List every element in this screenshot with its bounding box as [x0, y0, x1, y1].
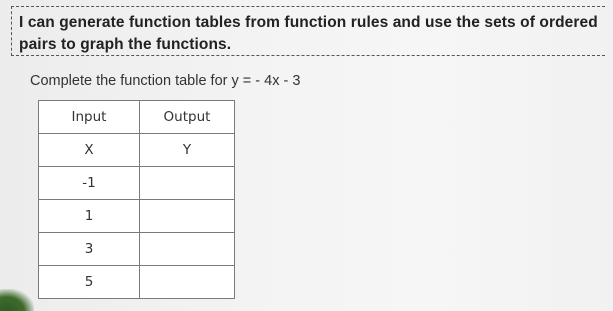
table-row [39, 134, 235, 167]
input-header: Input [39, 101, 140, 134]
output-cell[interactable] [140, 266, 235, 299]
instruction-text: Complete the function table for y = - 4x - 3 [30, 73, 301, 89]
input-cell: X [39, 134, 140, 167]
table-row [39, 233, 235, 266]
learning-objective: I can generate function tables from function rules and use the sets of ordered pairs to graph the functions. [19, 14, 598, 53]
output-cell[interactable] [140, 233, 235, 266]
function-table-container [38, 100, 235, 299]
function-table [38, 100, 235, 299]
output-header: Output [140, 101, 235, 134]
table-header-row [39, 101, 235, 134]
input-cell: -1 [39, 167, 140, 200]
table-row [39, 266, 235, 299]
table-row [39, 200, 235, 233]
output-cell[interactable] [140, 167, 235, 200]
input-cell: 5 [39, 266, 140, 299]
output-cell[interactable] [140, 200, 235, 233]
input-cell: 3 [39, 233, 140, 266]
table-row [39, 167, 235, 200]
plant-leaf-photo-edge [0, 289, 34, 311]
input-cell: 1 [39, 200, 140, 233]
output-cell: Y [140, 134, 235, 167]
